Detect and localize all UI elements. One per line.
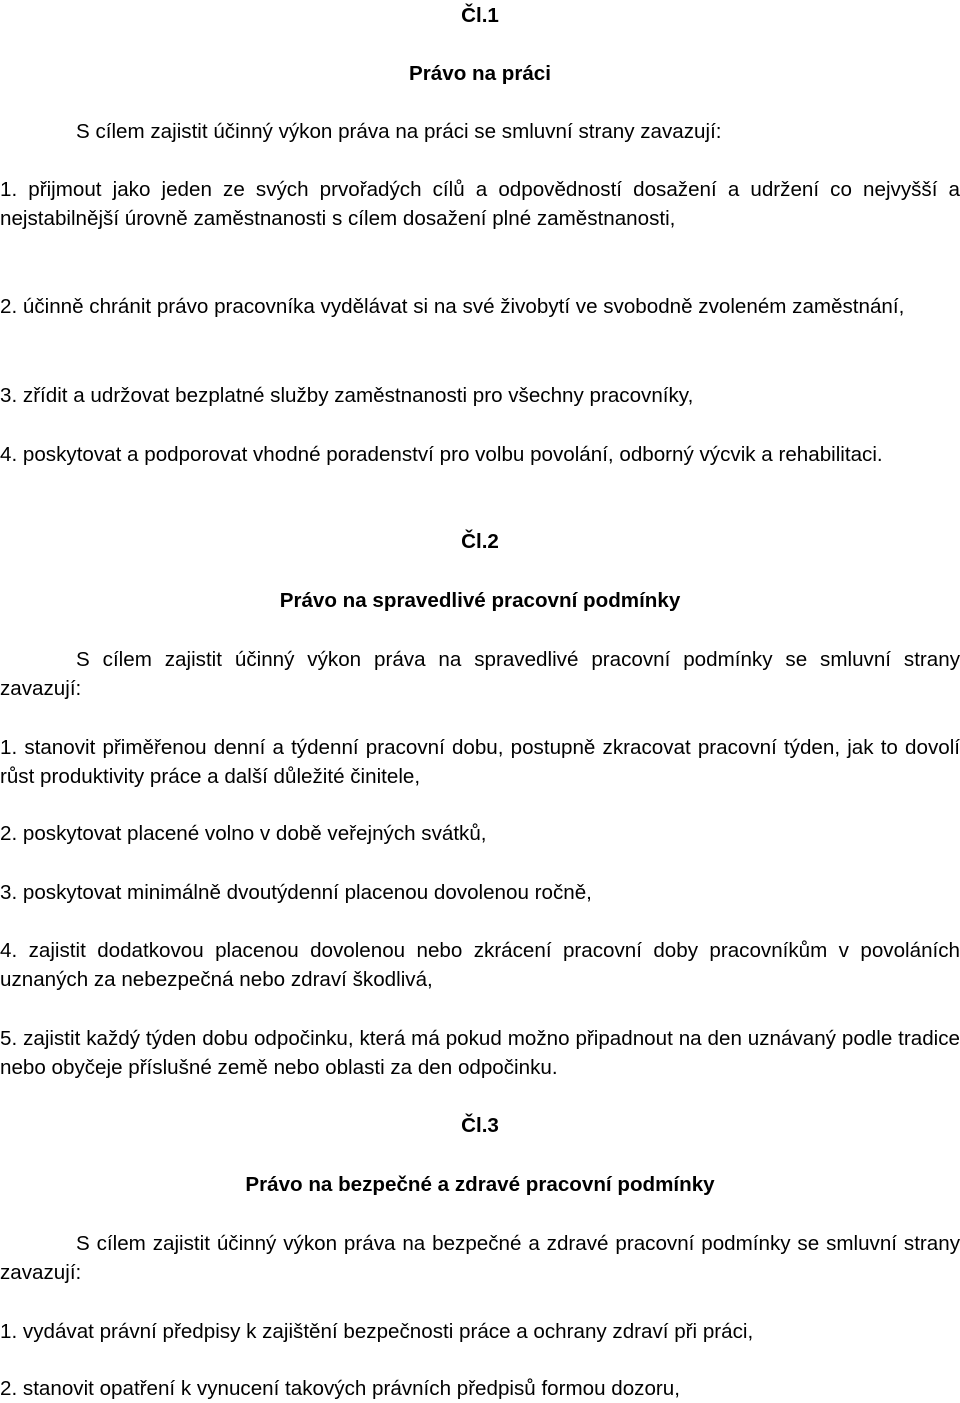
article-intro: S cílem zajistit účinný výkon práva na bezpečné a zdravé pracovní podmínky se smluvní strany zavazují: xyxy=(0,1232,960,1284)
article-item: 2. poskytovat placené volno v době veřejných svátků, xyxy=(0,822,487,845)
article-item: 1. vydávat právní předpisy k zajištění bezpečnosti práce a ochrany zdraví při práci, xyxy=(0,1320,754,1343)
article-item: 5. zajistit každý týden dobu odpočinku, která má pokud možno připadnout na den uznávaný podle tradice nebo obyčeje příslušné země nebo oblasti za den odpočinku. xyxy=(0,1027,960,1079)
article-item: 3. zřídit a udržovat bezplatné služby zaměstnanosti pro všechny pracovníky, xyxy=(0,384,694,407)
article-item: 4. zajistit dodatkovou placenou dovolenou nebo zkrácení pracovní doby pracovníkům v povoláních uznaných za nebezpečná nebo zdraví škodlivá, xyxy=(0,939,960,991)
article-item: 1. přijmout jako jeden ze svých prvořadých cílů a odpovědností dosažení a udržení co nejvyšší a nejstabilnější úrovně zaměstnanosti s cílem dosažení plné zaměstnanosti, xyxy=(0,178,960,230)
article-number: Čl.3 xyxy=(461,1114,499,1137)
article-item: 2. stanovit opatření k vynucení takových právních předpisů formou dozoru, xyxy=(0,1377,680,1400)
article-item: 4. poskytovat a podporovat vhodné poradenství pro volbu povolání, odborný výcvik a rehabilitaci. xyxy=(0,443,883,466)
article-item: 1. stanovit přiměřenou denní a týdenní pracovní dobu, postupně zkracovat pracovní týden, jak to dovolí růst produktivity práce a další důležité činitele, xyxy=(0,736,960,788)
article-intro: S cílem zajistit účinný výkon práva na spravedlivé pracovní podmínky se smluvní strany zavazují: xyxy=(0,648,960,700)
article-title: Právo na spravedlivé pracovní podmínky xyxy=(279,589,681,612)
article-intro: S cílem zajistit účinný výkon práva na práci se smluvní strany zavazují: xyxy=(76,120,722,143)
article-title: Právo na bezpečné a zdravé pracovní podmínky xyxy=(245,1173,715,1196)
article-item: 3. poskytovat minimálně dvoutýdenní placenou dovolenou ročně, xyxy=(0,881,592,904)
article-title: Právo na práci xyxy=(409,62,551,85)
article-number: Čl.1 xyxy=(461,4,499,27)
article-number: Čl.2 xyxy=(461,530,499,553)
article-item: 2. účinně chránit právo pracovníka vydělávat si na své živobytí ve svobodně zvoleném zaměstnání, xyxy=(0,295,905,318)
